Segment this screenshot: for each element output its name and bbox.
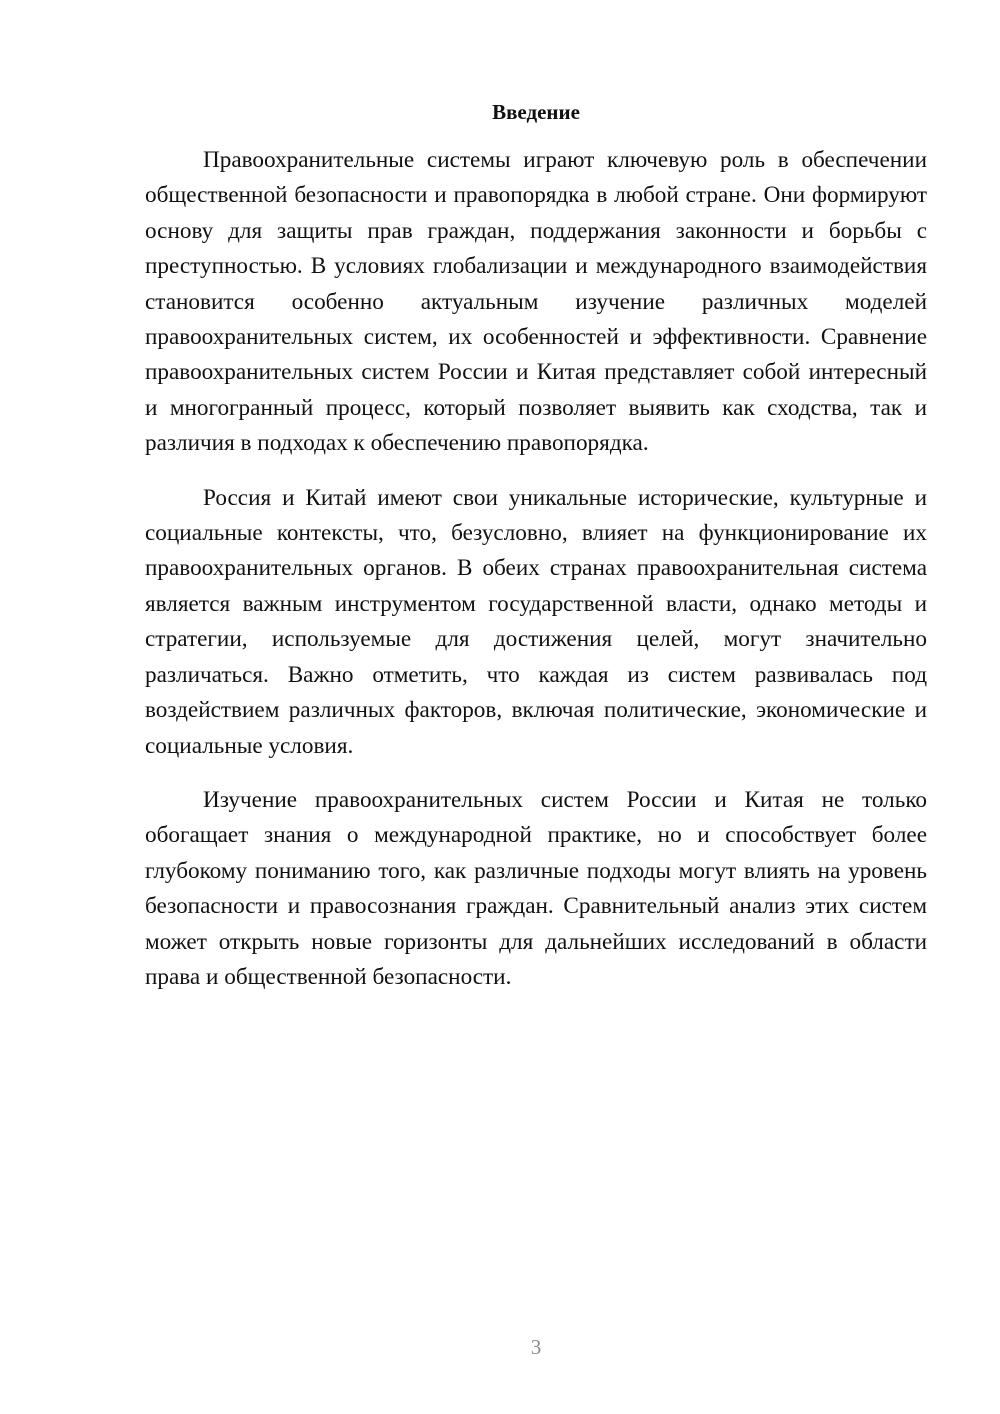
body-text: [145, 143, 927, 995]
section-heading: Введение: [492, 100, 580, 124]
paragraph-3: Изучение правоохранительных систем России и Китая не только обогащает знания о международной практике, но и способствует более глубокому пониманию того, как различные подходы могут влиять на уровень безопасности и правосознания граждан. Сравнительный анализ этих систем может открыть новые горизонты для дальнейших исследований в области права и общественной безопасности.: [145, 786, 927, 990]
paragraph-2: Россия и Китай имеют свои уникальные исторические, культурные и социальные контексты, что, безусловно, влияет на функционирование их правоохранительных органов. В обеих странах правоохранительная система является важным инструментом государственной власти, однако методы и стратегии, используемые для достижения целей, могут значительно различаться. Важно отметить, что каждая из систем развивалась под воздействием различных факторов, включая политические, экономические и социальные условия.: [145, 484, 927, 759]
paragraph-1: Правоохранительные системы играют ключевую роль в обеспечении общественной безопасности и правопорядка в любой стране. Они формируют основу для защиты прав граждан, поддержания законности и борьбы с преступностью. В условиях глобализации и международного взаимодействия становится особенно актуальным изучение различных моделей правоохранительных систем, их особенностей и эффективности. Сравнение правоохранительных систем России и Китая представляет собой интересный и многогранный процесс, который позволяет выявить как сходства, так и различия в подходах к обеспечению правопорядка.: [145, 147, 927, 457]
page-number: 3: [530, 1335, 542, 1359]
